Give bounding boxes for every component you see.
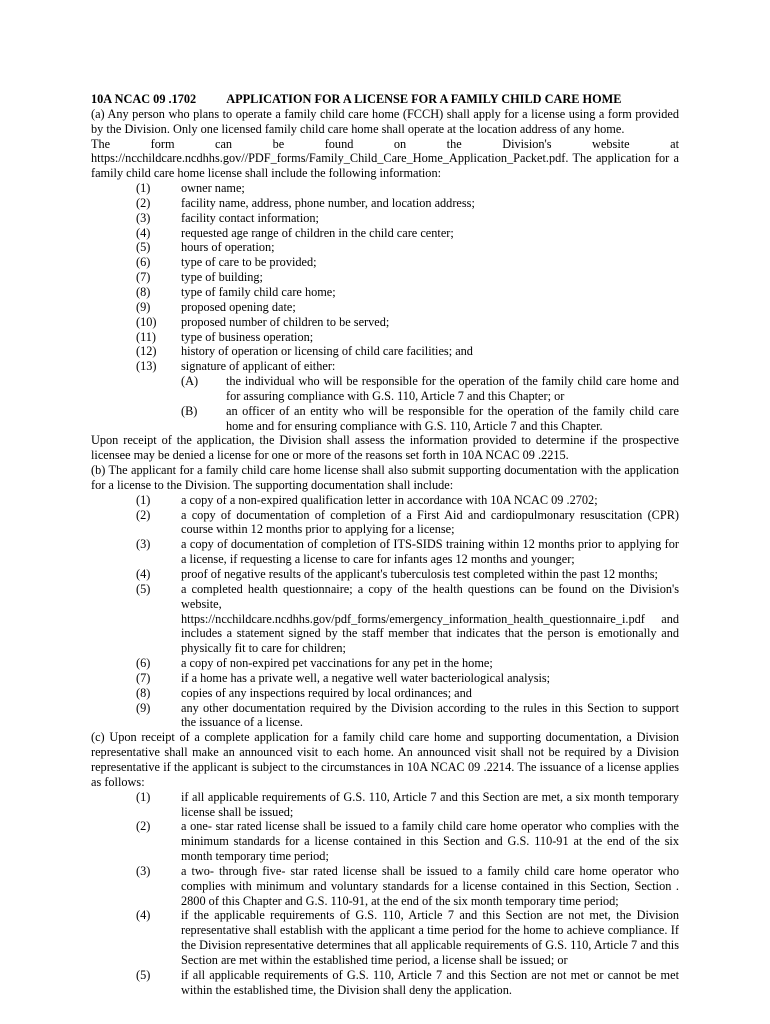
rule-heading [91, 92, 679, 107]
item-text: type of business operation; [181, 329, 314, 344]
list-item [91, 819, 679, 864]
item-number: (4) [136, 908, 151, 923]
item-text: type of family child care home; [181, 284, 336, 299]
item-number: (2) [136, 819, 151, 834]
section-a-intro-words: The form can be found on the Division's website at [91, 136, 679, 151]
list-item [91, 226, 679, 241]
item-number: (3) [136, 537, 151, 552]
item-text: if all applicable requirements of G.S. 110, Article 7 and this Section are not met or cannot be met within the established time, the Division shall deny the application. [181, 967, 679, 997]
item-number: (13) [136, 359, 157, 374]
list-subitem [91, 404, 679, 434]
item-text: history of operation or licensing of child care facilities; and [181, 344, 473, 359]
item-text: requested age range of children in the child care center; [181, 225, 454, 240]
item-text: facility name, address, phone number, and location address; [181, 195, 475, 210]
item-number: (3) [136, 863, 151, 878]
item-text: a copy of a non-expired qualification letter in accordance with 10A NCAC 09 .2702; [181, 492, 598, 507]
subitem-letter: (B) [181, 403, 198, 418]
list-item [91, 790, 679, 820]
item-text: if all applicable requirements of G.S. 110, Article 7 and this Section are met, a six month temporary license shall be issued; [181, 789, 679, 819]
item-text: type of care to be provided; [181, 255, 317, 270]
item-text-main: a completed health questionnaire; a copy of the health questions can be found on the Division's website, [181, 581, 679, 611]
item-number: (2) [136, 507, 151, 522]
item-number: (8) [136, 685, 151, 700]
list-item [91, 285, 679, 300]
item-text: a copy of non-expired pet vaccinations for any pet in the home; [181, 656, 493, 671]
item-number: (7) [136, 670, 151, 685]
item-number: (4) [136, 225, 151, 240]
list-item [91, 315, 679, 330]
list-item [91, 537, 679, 567]
section-a-intro-url: https://ncchildcare.ncdhhs.gov//PDF_forms/Family_Child_Care_Home_Application_Packet.pdf. The application for a family child care home license shall include the following information: [91, 151, 679, 181]
item-number: (5) [136, 581, 151, 596]
section-b-intro: (b) The applicant for a family child care home license shall also submit supporting documentation with the application for a license to the Division. The supporting documentation shall include: [91, 463, 679, 492]
rule-number: 10A NCAC 09 .1702 [91, 92, 197, 106]
section-c-list [91, 790, 679, 998]
section-a-intro: (a) Any person who plans to operate a family child care home (FCCH) shall apply for a license using a form provided by the Division. Only one licensed family child care home shall operate at the location address of any home. [91, 106, 679, 136]
item-text: if the applicable requirements of G.S. 110, Article 7 and this Section are not met, the Division representative shall establish with the applicant a time period for the home to achieve compliance. If the Division representative determines that all applicable requirements of G.S. 110, Article 7 and this Section are met within the established time period, a license shall be issued; or [181, 908, 679, 967]
item-text: a copy of documentation of completion of ITS-SIDS training within 12 months prior to applying for a license, if requesting a license to care for infants ages 12 months and younger; [181, 537, 679, 567]
item-number: (1) [136, 181, 151, 196]
item-text: signature of applicant of either: [181, 359, 336, 374]
item-number: (8) [136, 284, 151, 299]
subitem-letter: (A) [181, 374, 199, 389]
item-number: (9) [136, 700, 151, 715]
health-questionnaire-url: https://ncchildcare.ncdhhs.gov/pdf_forms/emergency_information_health_questionnaire_i.pdf and includes a statement signed by the staff member that indicates that the person is emotionally and physically fit to care for children; [181, 611, 679, 656]
item-text: proof of negative results of the applicant's tuberculosis test completed within the past 12 months; [181, 567, 658, 581]
item-number: (5) [136, 967, 151, 982]
item-number: (12) [136, 344, 157, 359]
list-item [91, 701, 679, 731]
list-item [91, 196, 679, 211]
item-number: (2) [136, 195, 151, 210]
item-number: (4) [136, 567, 151, 581]
item-text: proposed number of children to be served; [181, 314, 390, 329]
list-item [91, 211, 679, 226]
list-subitem [91, 374, 679, 404]
list-item [91, 181, 679, 196]
list-item [91, 508, 679, 538]
section-b-list [91, 493, 679, 731]
item-text: proposed opening date; [181, 299, 296, 314]
section-a-list [91, 181, 679, 433]
list-item [91, 864, 679, 909]
list-item [91, 300, 679, 315]
item-text: if a home has a private well, a negative well water bacteriological analysis; [181, 670, 551, 685]
item-number: (10) [136, 314, 157, 329]
list-item [91, 359, 679, 374]
item-number: (6) [136, 255, 151, 270]
item-text [181, 582, 679, 656]
subitem-text: an officer of an entity who will be responsible for the operation of the family child care home and for ensuring compliance with G.S. 110, Article 7 and this Chapter. [226, 403, 679, 433]
item-text: copies of any inspections required by local ordinances; and [181, 685, 472, 700]
item-text: any other documentation required by the Division according to the rules in this Section to support the issuance of a license. [181, 700, 679, 730]
item-number: (9) [136, 299, 151, 314]
list-item [91, 270, 679, 285]
list-item [91, 582, 679, 656]
list-item [91, 908, 679, 967]
list-item [91, 240, 679, 255]
item-text: a two- through five- star rated license shall be issued to a family child care home operator who complies with minimum and voluntary standards for a license contained in this Section, Section . 2800 of this Chapter and G.S. 110-91, at the end of the six month temporary time period; [181, 863, 679, 908]
rule-title: APPLICATION FOR A LICENSE FOR A FAMILY CHILD CARE HOME [226, 92, 622, 106]
list-item [91, 968, 679, 998]
list-item [91, 330, 679, 345]
item-number: (7) [136, 270, 151, 285]
list-item [91, 686, 679, 701]
item-number: (11) [136, 329, 157, 344]
list-item [91, 493, 679, 508]
item-text: owner name; [181, 181, 245, 196]
list-item [91, 656, 679, 671]
item-text: a copy of documentation of completion of a First Aid and cardiopulmonary resuscitation (CPR) course within 12 months prior to applying for a license; [181, 507, 679, 537]
item-number: (6) [136, 656, 151, 671]
list-item [91, 344, 679, 359]
item-text: facility contact information; [181, 210, 319, 225]
section-a-closing: Upon receipt of the application, the Division shall assess the information provided to determine if the prospective licensee may be denied a license for one or more of the reasons set forth in 10A NCAC 09 .2215. [91, 433, 679, 463]
item-number: (1) [136, 789, 151, 804]
item-number: (5) [136, 240, 151, 255]
list-item [91, 671, 679, 686]
list-item [91, 567, 679, 582]
subitem-text: the individual who will be responsible for the operation of the family child care home and for assuring compliance with G.S. 110, Article 7 and this Chapter; or [226, 374, 679, 403]
section-c-intro: (c) Upon receipt of a complete application for a family child care home and supporting documentation, a Division representative shall make an announced visit to each home. An announced visit shall not be required by a Division representative if the applicant is subject to the circumstances in 10A NCAC 09 .2214. The issuance of a license applies as follows: [91, 730, 679, 789]
item-text: type of building; [181, 270, 263, 285]
item-number: (1) [136, 492, 151, 507]
item-text: a one- star rated license shall be issued to a family child care home operator who complies with the minimum standards for a license contained in this Section and G.S. 110-91 at the end of the six month temporary time period; [181, 819, 679, 864]
item-number: (3) [136, 210, 151, 225]
item-text: hours of operation; [181, 240, 275, 255]
list-item [91, 255, 679, 270]
